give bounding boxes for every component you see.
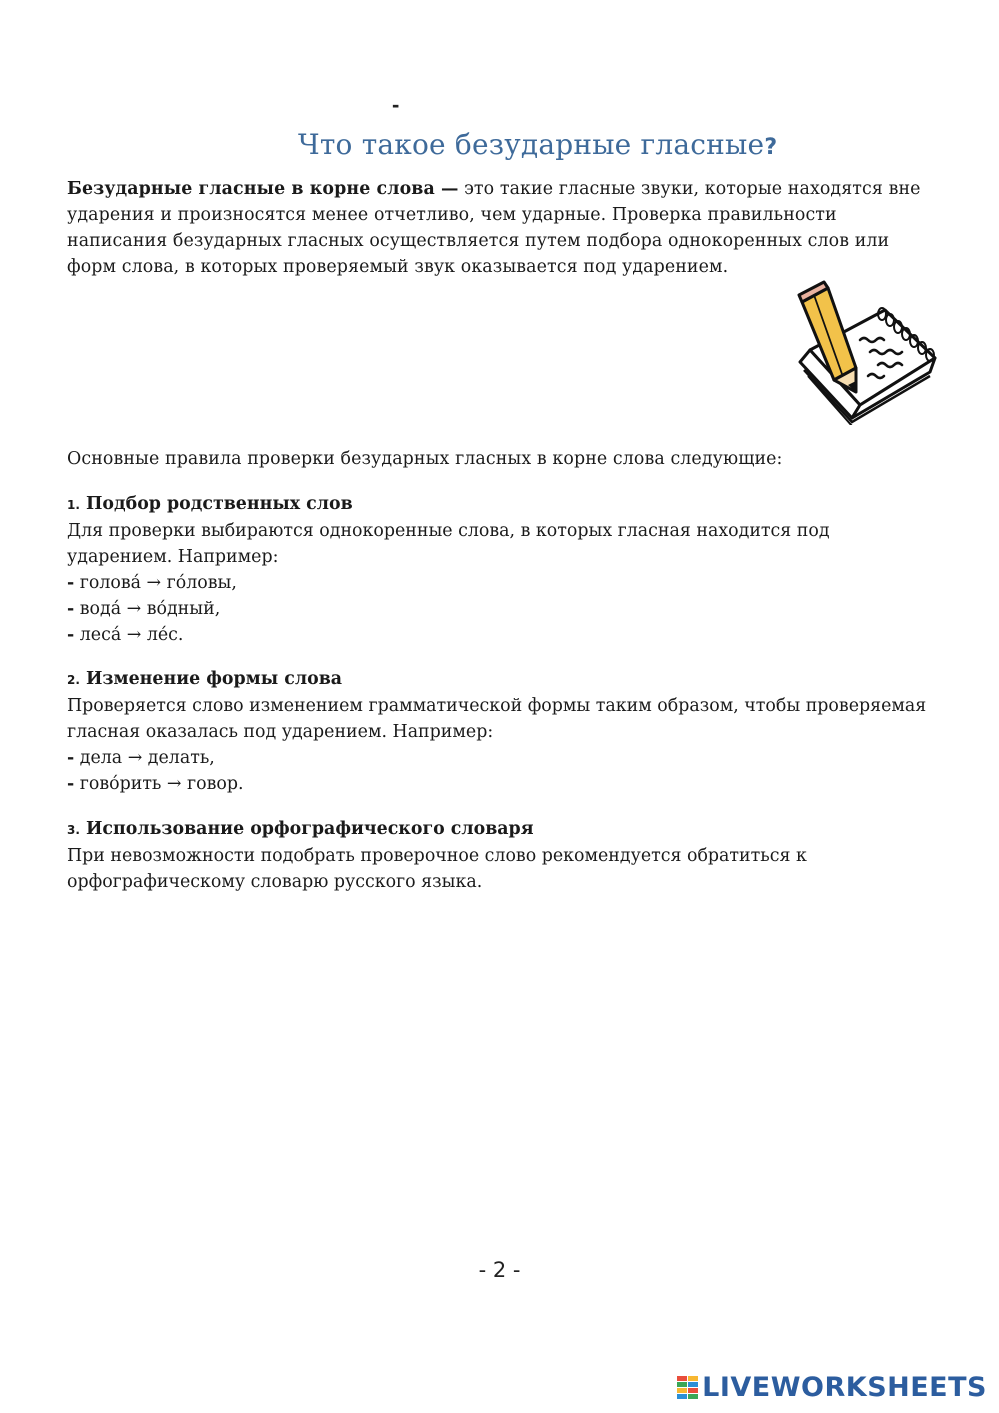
example-dash: - <box>67 774 75 794</box>
rule-number: 3. <box>67 823 80 837</box>
rule-text: Для проверки выбираются однокоренные слова, в которых гласная находится под ударением. Например: <box>67 521 830 567</box>
page-number: - 2 - <box>478 1258 521 1282</box>
page-title-text: Что такое безударные гласные <box>298 128 765 161</box>
liveworksheets-wordmark: LIVEWORKSHEETS <box>702 1372 987 1403</box>
example-line <box>67 596 927 622</box>
example-line <box>67 570 927 596</box>
rule-section-2 <box>67 666 927 797</box>
example-dash: - <box>67 748 75 768</box>
rule-heading-text: Подбор родственных слов <box>85 494 353 514</box>
example-dash: - <box>67 573 75 593</box>
example-text: гово́рить → говор. <box>79 774 244 794</box>
example-line <box>67 622 927 648</box>
example-text: дела → делать, <box>79 748 215 768</box>
intro-rest: это такие гласные звуки, которые находятся вне ударения и произносятся менее отчетливо, чем ударные. Проверка правильности написания безударных гласных осуществляется путем подбора однокоренных слов или форм слова, в которых проверяемый звук оказывается под ударением. <box>67 179 921 277</box>
intro-bold: Безударные гласные в корне слова — <box>67 179 459 199</box>
rule-heading-text: Изменение формы слова <box>85 669 343 689</box>
example-line <box>67 745 927 771</box>
example-line <box>67 771 927 797</box>
rule-heading <box>67 491 927 518</box>
rule-number: 1. <box>67 498 80 512</box>
top-dash: - <box>392 92 400 117</box>
rules-lead: Основные правила проверки безударных гласных в корне слова следующие: <box>67 449 783 469</box>
example-text: леса́ → ле́с. <box>79 625 184 645</box>
rule-text: Проверяется слово изменением грамматической формы таким образом, чтобы проверяемая гласная оказалась под ударением. Например: <box>67 696 927 742</box>
rule-heading <box>67 816 927 843</box>
rule-heading <box>67 666 927 693</box>
rule-text: При невозможности подобрать проверочное слово рекомендуется обратиться к орфографическому словарю русского языка. <box>67 846 807 892</box>
rule-number: 2. <box>67 673 80 687</box>
rule-section-3 <box>67 816 927 895</box>
rule-section-1 <box>67 491 927 648</box>
liveworksheets-logo-icon <box>677 1376 699 1400</box>
example-dash: - <box>67 625 75 645</box>
pencil-notepad-illustration-icon <box>790 280 940 425</box>
title-question-mark: ? <box>764 135 778 160</box>
example-text: вода́ → во́дный, <box>79 599 221 619</box>
liveworksheets-logo[interactable] <box>677 1372 987 1403</box>
rule-heading-text: Использование орфографического словаря <box>85 819 534 839</box>
example-text: голова́ → го́ловы, <box>79 573 237 593</box>
page-title <box>298 128 777 161</box>
example-dash: - <box>67 599 75 619</box>
intro-paragraph <box>67 176 927 280</box>
